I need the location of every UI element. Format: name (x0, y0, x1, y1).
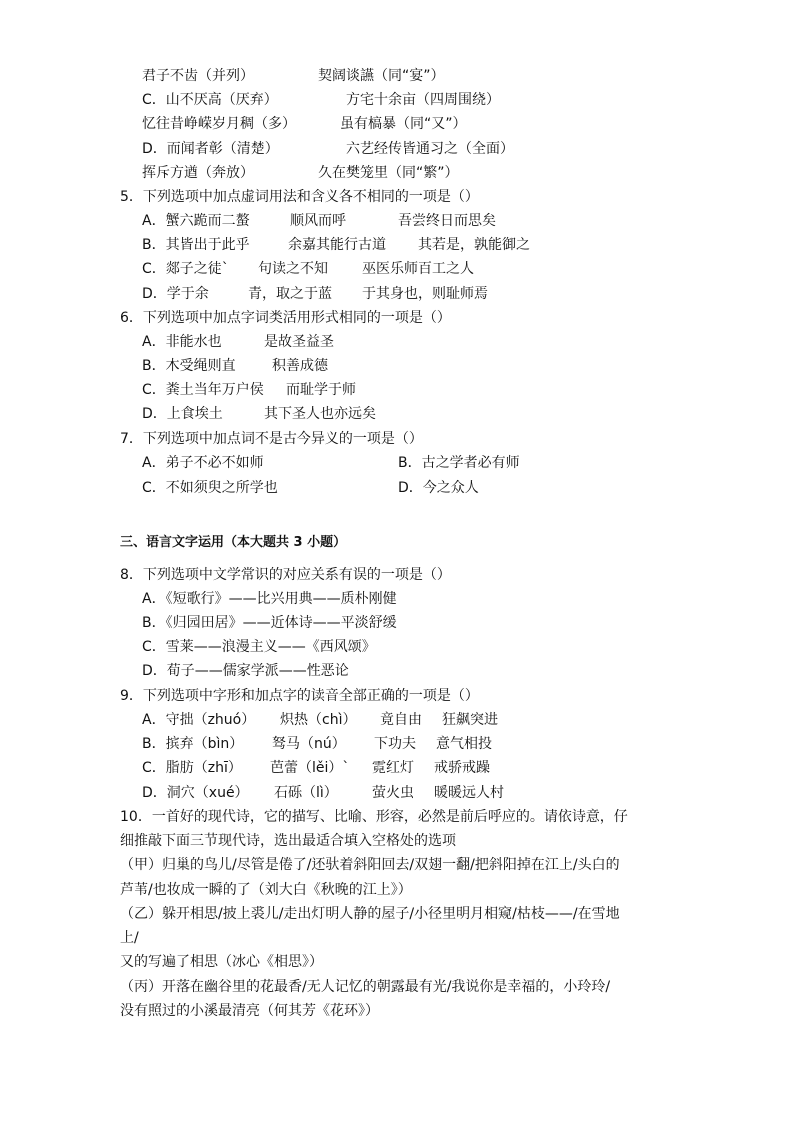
q9-d-1: D．洞穴（xué） (142, 785, 249, 801)
q7-c: C．不如须臾之所学也 (142, 480, 278, 496)
q4-option-d-right: 六艺经传皆通习之（全面） (346, 141, 514, 157)
q9-c-4: 戒骄戒躁 (434, 760, 490, 776)
q5-d-2: 青，取之于蓝 (248, 286, 332, 302)
q8-b: B．《归园田居》——近体诗——平淡舒缓 (142, 615, 397, 631)
q8-d: D．荀子——儒家学派——性恶论 (142, 663, 349, 679)
q4-row3-right: 虽有槁暴（同“又”） (340, 116, 467, 132)
q10-line-1-text: 10．一首好的现代诗，它的描写、比喻、形容，必然是前后呼应的。请依诗意，仔 (120, 809, 628, 825)
q5-a-3: 吾尝终日而思矣 (398, 213, 496, 229)
q10-line-8-text: （丙）开落在幽谷里的花最香/无人记忆的朝露最有光/我说你是幸福的，小玲玲/ (120, 979, 611, 995)
q5-b-3: 其若是，孰能御之 (418, 237, 530, 253)
q9-a-1: A．守拙（zhuó） (142, 712, 256, 728)
q9-a-4: 狂飙突进 (442, 712, 498, 728)
q6-a-1: A．非能水也 (142, 334, 222, 350)
q5-c-3: 巫医乐师百工之人 (362, 261, 474, 277)
q7-a: A．弟子不必不如师 (142, 455, 264, 471)
q5-c-1: C．郯子之徒` (142, 261, 229, 277)
q8-a: A．《短歌行》——比兴用典——质朴刚健 (142, 591, 397, 607)
q4-option-c-right: 方宅十余亩（四周围绕） (346, 92, 500, 108)
q10-line-9-text: 没有照过的小溪最清亮（何其芳《花环》） (120, 1003, 379, 1019)
q6-b-1: B．木受绳则直 (142, 358, 236, 374)
q9-b-2: 驽马（nú） (272, 736, 346, 752)
q9-a-3: 竟自由 (380, 712, 422, 728)
q6-b-2: 积善成德 (272, 358, 328, 374)
q10-line-7-text: 又的写遍了相思（冰心《相思》） (120, 954, 323, 970)
q10-line-6-text: 上/ (120, 930, 139, 946)
section-heading-text: 三、语言文字运用（本大题共 3 小题） (120, 535, 347, 550)
q6-a-2: 是故圣益圣 (264, 334, 334, 350)
q8-stem-text: 8．下列选项中文学常识的对应关系有误的一项是（） (120, 567, 451, 583)
q7-stem-text: 7．下列选项中加点词不是古今异义的一项是（） (120, 431, 423, 447)
q7-b: B．古之学者必有师 (398, 455, 520, 471)
q5-b-2: 余嘉其能行古道 (288, 237, 386, 253)
q8-c: C．雪莱——浪漫主义——《西风颂》 (142, 639, 376, 655)
q10-line-5-text: （乙）躲开相思/披上裘儿/走出灯明人静的屋子/小径里明月相窥/枯枝——/在雪地 (120, 906, 620, 922)
q4-option-c-left: C．山不厌高（厌弃） (142, 92, 278, 108)
q5-stem-text: 5．下列选项中加点虚词用法和含义各不相同的一项是（） (120, 189, 479, 205)
q9-a-2: 炽热（chì） (280, 712, 357, 728)
q9-b-1: B．摈弃（bìn） (142, 736, 244, 752)
q9-b-4: 意气相投 (436, 736, 492, 752)
q9-d-3: 萤火虫 (372, 785, 414, 801)
q5-a-2: 顺风而呼 (290, 213, 346, 229)
q4-row5-left: 挥斥方遒（奔放） (142, 165, 254, 181)
q6-d-2: 其下圣人也亦远矣 (264, 406, 376, 422)
q10-line-2-text: 细推敲下面三节现代诗，选出最适合填入空格处的选项 (120, 833, 456, 849)
q7-d: D．今之众人 (398, 480, 479, 496)
q5-c-2: 句读之不知 (258, 261, 328, 277)
q9-c-3: 霓红灯 (372, 760, 414, 776)
q5-d-3: 于其身也，则耻师焉 (362, 286, 488, 302)
q9-d-4: 暖暖远人村 (434, 785, 504, 801)
q6-c-1: C．粪土当年万户侯 (142, 382, 264, 398)
q6-c-2: 而耻学于师 (286, 382, 356, 398)
q5-a-1: A．蟹六跪而二螯 (142, 213, 250, 229)
q6-d-1: D．上食埃土 (142, 406, 223, 422)
q10-line-4-text: 芦苇/也妆成一瞬的了（刘大白《秋晚的江上》） (120, 882, 412, 898)
q9-c-1: C．脂肪（zhī） (142, 760, 242, 776)
q9-stem-text: 9．下列选项中字形和加点字的读音全部正确的一项是（） (120, 688, 479, 704)
q4-row3-left: 忆往昔峥嵘岁月稠（多） (142, 116, 296, 132)
q6-stem-text: 6．下列选项中加点字词类活用形式相同的一项是（） (120, 310, 451, 326)
q4-row5-right: 久在樊笼里（同“繁”） (318, 165, 459, 181)
q5-b-1: B．其皆出于此乎 (142, 237, 250, 253)
q9-b-3: 下功夫 (374, 736, 416, 752)
q9-c-2: 芭蕾（lěi）` (270, 760, 350, 776)
q4-option-d-left: D．而闻者彰（清楚） (142, 141, 279, 157)
q5-d-1: D．学于余 (142, 286, 209, 302)
q4-row1-left: 君子不齿（并列） (142, 68, 254, 84)
q9-d-2: 石砾（lì） (274, 785, 338, 801)
q10-line-3-text: （甲）归巢的鸟儿/尽管是倦了/还驮着斜阳回去/双翅一翻/把斜阳掉在江上/头白的 (120, 857, 620, 873)
q4-row1-right: 契阔谈讌（同“宴”） (318, 68, 445, 84)
